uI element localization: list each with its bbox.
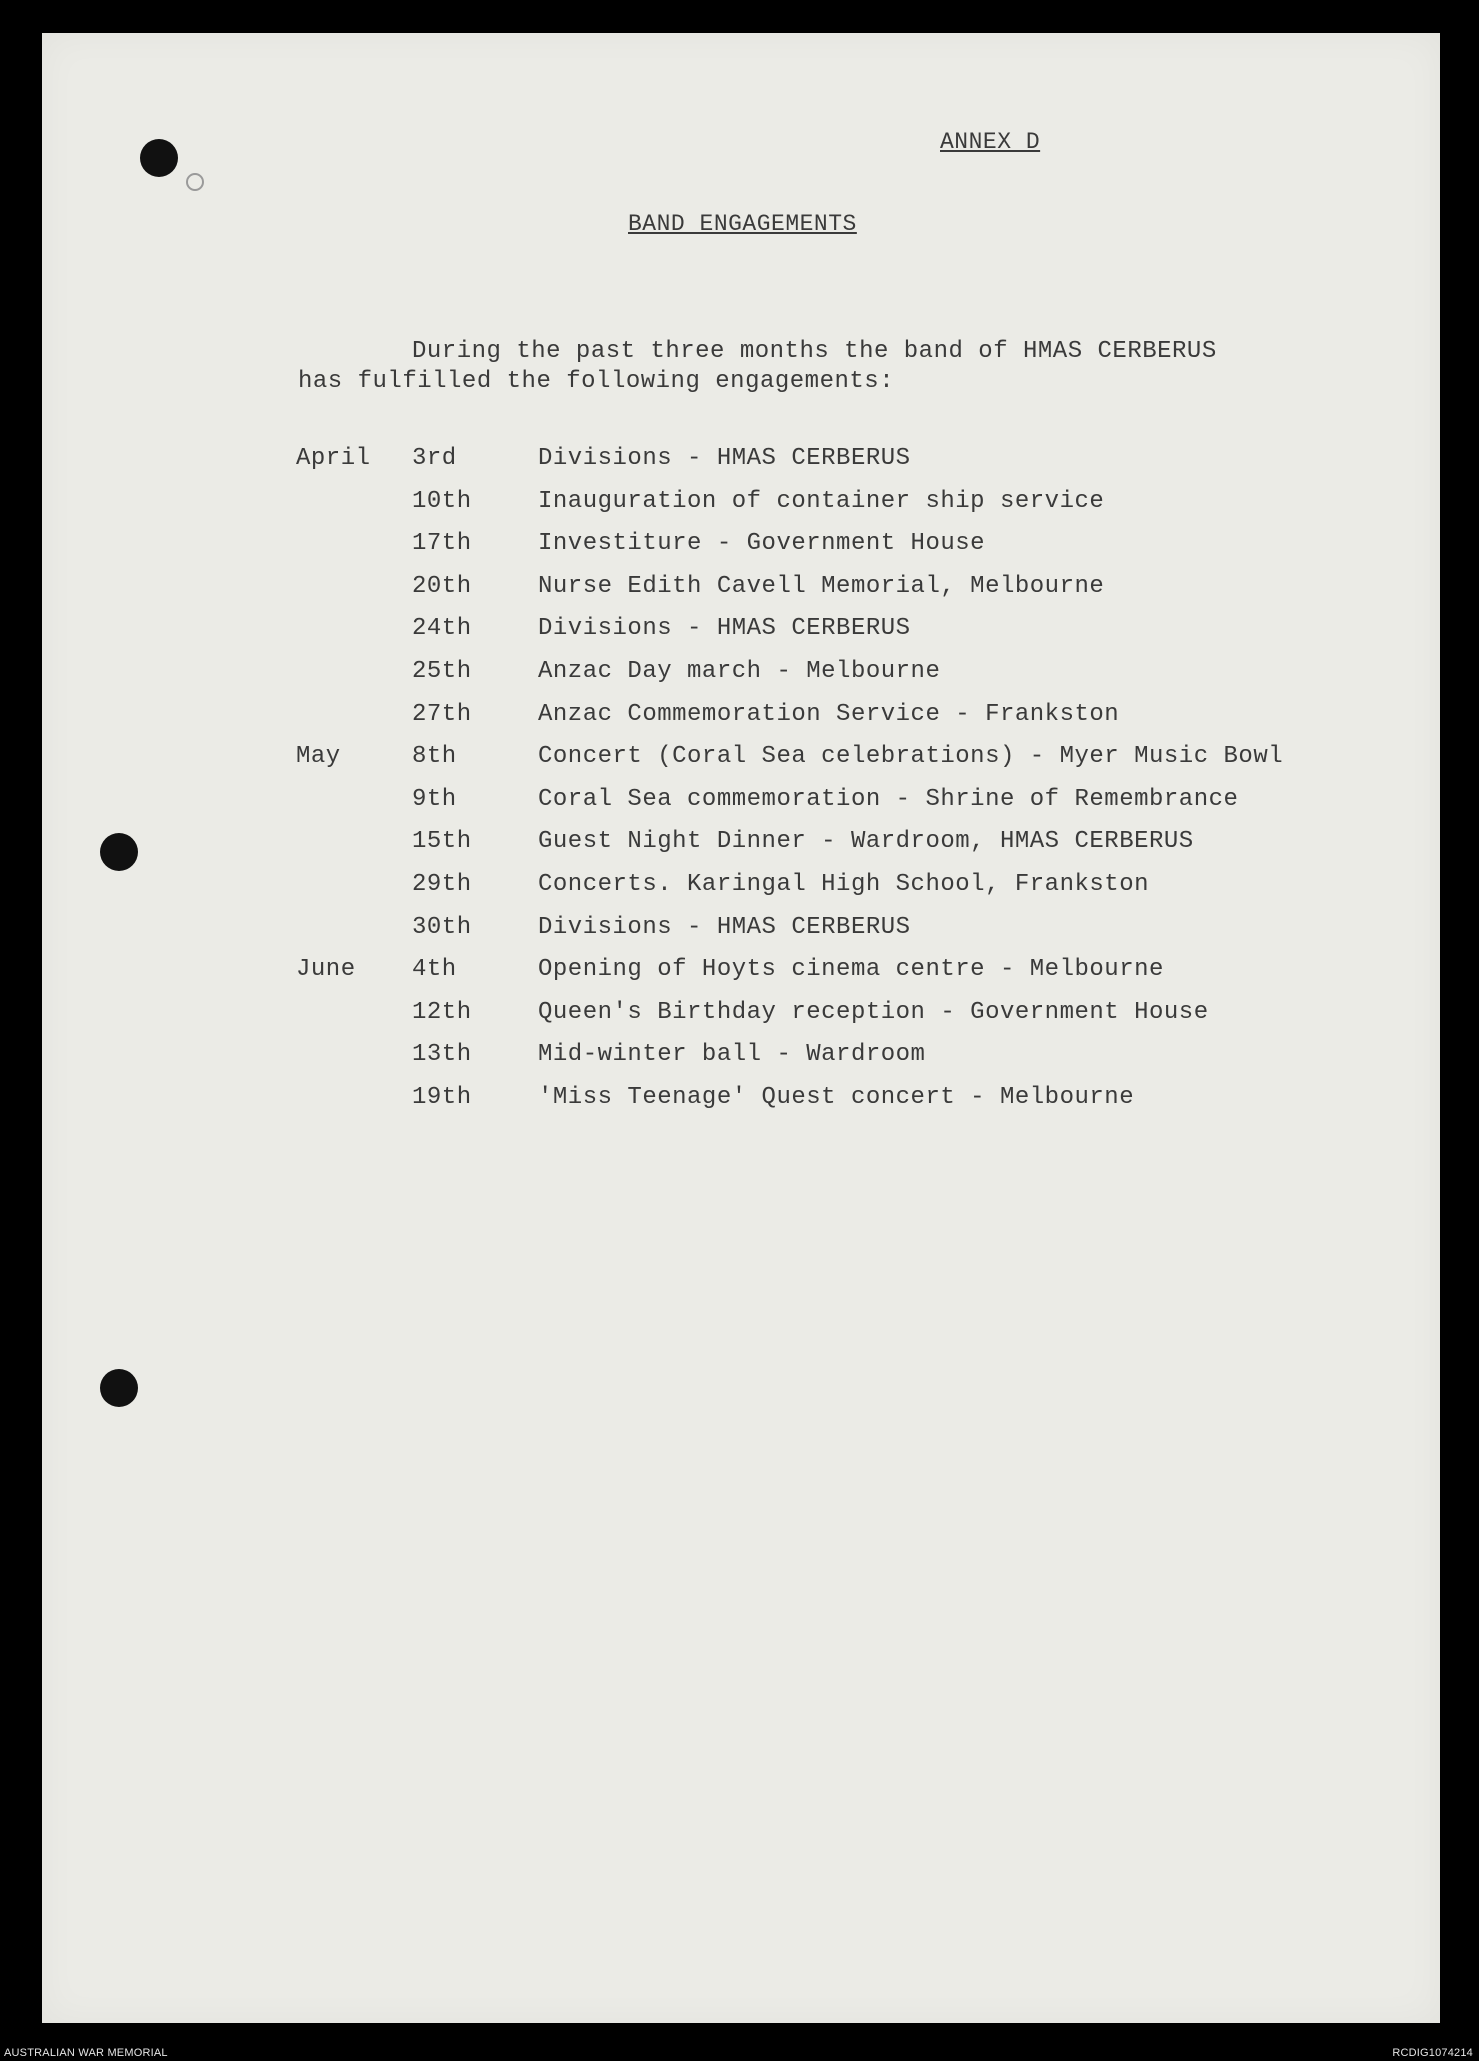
engagement-month: April	[296, 445, 371, 472]
footer-id: RCDIG1074214	[1392, 2047, 1473, 2059]
engagement-day: 29th	[412, 871, 472, 898]
engagement-day: 30th	[412, 913, 472, 941]
engagement-event: Queen's Birthday reception - Government House	[538, 998, 1209, 1026]
intro-line-1: During the past three months the band of HMAS CERBERUS	[412, 338, 1217, 365]
engagement-day: 24th	[412, 615, 472, 643]
engagement-row	[42, 871, 1440, 911]
engagement-row	[42, 914, 1440, 954]
engagement-row	[42, 615, 1440, 655]
engagement-event: Anzac Day march - Melbourne	[538, 658, 941, 685]
annex-label: ANNEX D	[940, 129, 1041, 155]
engagement-day: 13th	[412, 1041, 472, 1069]
engagement-day: 4th	[412, 956, 457, 984]
engagement-event: Anzac Commemoration Service - Frankston	[538, 700, 1120, 728]
engagement-event: Opening of Hoyts cinema centre - Melbourne	[538, 956, 1164, 984]
engagement-day: 12th	[412, 998, 472, 1026]
engagement-event: Divisions - HMAS CERBERUS	[538, 615, 911, 643]
page-title: BAND ENGAGEMENTS	[628, 211, 857, 237]
engagement-event: Concerts. Karingal High School, Frankston	[538, 871, 1149, 898]
engagement-row	[42, 786, 1440, 826]
intro-line-2: has fulfilled the following engagements:	[298, 368, 895, 395]
engagement-event: Divisions - HMAS CERBERUS	[538, 913, 911, 941]
engagement-event: Divisions - HMAS CERBERUS	[538, 445, 911, 472]
engagement-row	[42, 658, 1440, 698]
engagement-event: Nurse Edith Cavell Memorial, Melbourne	[538, 572, 1105, 600]
engagement-row	[42, 956, 1440, 996]
punch-hole	[100, 1369, 138, 1407]
engagement-day: 17th	[412, 530, 472, 558]
engagement-event: Coral Sea commemoration - Shrine of Remembrance	[538, 785, 1239, 813]
engagement-event: Investiture - Government House	[538, 530, 986, 558]
punch-hole	[140, 139, 178, 177]
engagement-row	[42, 573, 1440, 613]
engagement-row	[42, 530, 1440, 570]
engagement-row	[42, 1084, 1440, 1124]
engagement-row	[42, 445, 1440, 485]
engagement-day: 10th	[412, 487, 472, 515]
engagement-day: 20th	[412, 572, 472, 600]
engagement-day: 8th	[412, 743, 457, 771]
engagement-row	[42, 1041, 1440, 1081]
paper-mark	[186, 173, 204, 191]
engagement-day: 19th	[412, 1084, 472, 1111]
engagement-row	[42, 828, 1440, 868]
engagement-event: Mid-winter ball - Wardroom	[538, 1041, 926, 1069]
engagement-day: 3rd	[412, 445, 457, 472]
engagement-row	[42, 743, 1440, 783]
engagement-event: Concert (Coral Sea celebrations) - Myer Music Bowl	[538, 743, 1284, 771]
engagement-month: June	[296, 956, 356, 984]
footer-source: AUSTRALIAN WAR MEMORIAL	[4, 2047, 168, 2059]
engagement-day: 25th	[412, 658, 472, 685]
engagement-day: 27th	[412, 700, 472, 728]
engagement-row	[42, 701, 1440, 741]
engagement-event: Inauguration of container ship service	[538, 487, 1105, 515]
engagement-event: 'Miss Teenage' Quest concert - Melbourne	[538, 1084, 1135, 1111]
engagement-row	[42, 488, 1440, 528]
engagement-month: May	[296, 743, 341, 771]
engagement-row	[42, 999, 1440, 1039]
engagement-day: 15th	[412, 828, 472, 856]
engagement-day: 9th	[412, 785, 457, 813]
engagement-event: Guest Night Dinner - Wardroom, HMAS CERBERUS	[538, 828, 1194, 856]
document-page	[42, 33, 1440, 2023]
